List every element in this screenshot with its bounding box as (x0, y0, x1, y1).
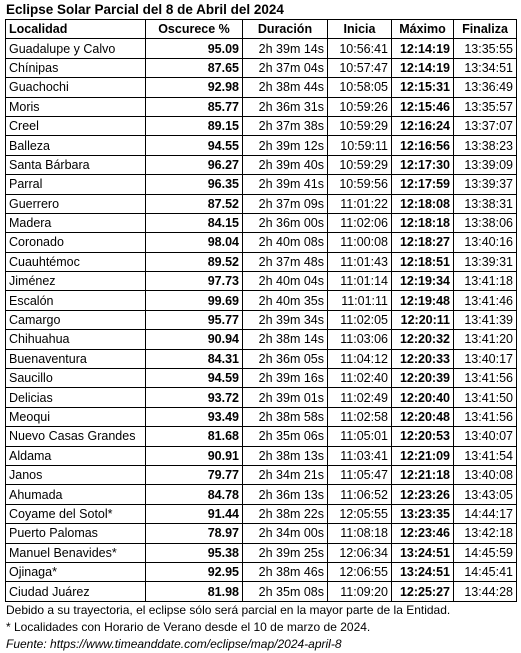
cell-inicia: 11:04:12 (328, 349, 392, 368)
cell-duracion: 2h 38m 46s (243, 562, 328, 581)
cell-maximo: 12:21:09 (392, 446, 454, 465)
cell-maximo: 12:20:32 (392, 330, 454, 349)
cell-oscurece: 99.69 (146, 291, 243, 310)
cell-oscurece: 94.55 (146, 136, 243, 155)
cell-maximo: 12:20:40 (392, 388, 454, 407)
cell-maximo: 12:19:48 (392, 291, 454, 310)
table-row (6, 39, 517, 58)
cell-duracion: 2h 38m 13s (243, 446, 328, 465)
cell-finaliza: 13:39:31 (454, 252, 517, 271)
cell-finaliza: 13:39:37 (454, 175, 517, 194)
table-row (6, 582, 517, 601)
cell-duracion: 2h 38m 14s (243, 330, 328, 349)
table-row (6, 252, 517, 271)
cell-finaliza: 13:38:31 (454, 194, 517, 213)
cell-duracion: 2h 39m 40s (243, 155, 328, 174)
cell-inicia: 10:59:11 (328, 136, 392, 155)
table-row (6, 58, 517, 77)
cell-finaliza: 13:39:09 (454, 155, 517, 174)
header-oscurece: Oscurece % (146, 20, 243, 39)
cell-inicia: 11:05:01 (328, 427, 392, 446)
cell-oscurece: 92.98 (146, 78, 243, 97)
cell-localidad: Guerrero (6, 194, 146, 213)
cell-duracion: 2h 34m 00s (243, 524, 328, 543)
cell-maximo: 12:16:56 (392, 136, 454, 155)
cell-finaliza: 13:41:54 (454, 446, 517, 465)
cell-finaliza: 13:41:39 (454, 310, 517, 329)
cell-duracion: 2h 39m 14s (243, 39, 328, 58)
cell-oscurece: 94.59 (146, 369, 243, 388)
cell-finaliza: 13:40:16 (454, 233, 517, 252)
cell-duracion: 2h 36m 31s (243, 97, 328, 116)
table-row (6, 310, 517, 329)
cell-finaliza: 14:45:41 (454, 562, 517, 581)
table-row (6, 97, 517, 116)
cell-localidad: Buenaventura (6, 349, 146, 368)
eclipse-table (5, 19, 517, 602)
cell-inicia: 10:56:41 (328, 39, 392, 58)
table-row (6, 562, 517, 581)
table-row (6, 465, 517, 484)
cell-localidad: Guadalupe y Calvo (6, 39, 146, 58)
cell-localidad: Coronado (6, 233, 146, 252)
cell-oscurece: 87.52 (146, 194, 243, 213)
cell-duracion: 2h 38m 58s (243, 407, 328, 426)
cell-oscurece: 98.04 (146, 233, 243, 252)
cell-inicia: 11:02:06 (328, 213, 392, 232)
cell-duracion: 2h 39m 16s (243, 369, 328, 388)
cell-finaliza: 13:40:17 (454, 349, 517, 368)
cell-finaliza: 13:36:49 (454, 78, 517, 97)
cell-oscurece: 96.27 (146, 155, 243, 174)
cell-localidad: Madera (6, 213, 146, 232)
cell-localidad: Coyame del Sotol* (6, 504, 146, 523)
cell-maximo: 12:20:48 (392, 407, 454, 426)
cell-finaliza: 13:42:18 (454, 524, 517, 543)
cell-duracion: 2h 37m 04s (243, 58, 328, 77)
cell-duracion: 2h 40m 35s (243, 291, 328, 310)
cell-maximo: 12:20:39 (392, 369, 454, 388)
cell-oscurece: 97.73 (146, 272, 243, 291)
cell-duracion: 2h 36m 05s (243, 349, 328, 368)
cell-duracion: 2h 39m 25s (243, 543, 328, 562)
header-row (6, 20, 517, 39)
cell-maximo: 12:23:46 (392, 524, 454, 543)
cell-localidad: Moris (6, 97, 146, 116)
cell-maximo: 12:15:31 (392, 78, 454, 97)
cell-finaliza: 13:38:23 (454, 136, 517, 155)
cell-oscurece: 84.78 (146, 485, 243, 504)
table-row (6, 116, 517, 135)
cell-oscurece: 92.95 (146, 562, 243, 581)
cell-inicia: 12:06:55 (328, 562, 392, 581)
cell-localidad: Chínipas (6, 58, 146, 77)
cell-inicia: 12:06:34 (328, 543, 392, 562)
cell-inicia: 11:00:08 (328, 233, 392, 252)
cell-localidad: Aldama (6, 446, 146, 465)
cell-finaliza: 13:41:18 (454, 272, 517, 291)
cell-localidad: Manuel Benavides* (6, 543, 146, 562)
cell-maximo: 13:24:51 (392, 562, 454, 581)
table-row (6, 78, 517, 97)
cell-inicia: 10:58:05 (328, 78, 392, 97)
cell-maximo: 12:19:34 (392, 272, 454, 291)
cell-oscurece: 89.15 (146, 116, 243, 135)
cell-finaliza: 14:44:17 (454, 504, 517, 523)
cell-inicia: 10:59:56 (328, 175, 392, 194)
cell-inicia: 11:01:14 (328, 272, 392, 291)
cell-maximo: 12:18:27 (392, 233, 454, 252)
cell-localidad: Ahumada (6, 485, 146, 504)
table-body (6, 39, 517, 601)
cell-duracion: 2h 40m 04s (243, 272, 328, 291)
cell-oscurece: 89.52 (146, 252, 243, 271)
cell-maximo: 12:15:46 (392, 97, 454, 116)
cell-inicia: 11:02:58 (328, 407, 392, 426)
cell-duracion: 2h 37m 09s (243, 194, 328, 213)
cell-maximo: 12:14:19 (392, 58, 454, 77)
cell-localidad: Chihuahua (6, 330, 146, 349)
cell-finaliza: 13:38:06 (454, 213, 517, 232)
cell-oscurece: 93.49 (146, 407, 243, 426)
cell-maximo: 12:18:08 (392, 194, 454, 213)
cell-duracion: 2h 35m 08s (243, 582, 328, 601)
header-inicia: Inicia (328, 20, 392, 39)
cell-maximo: 12:23:26 (392, 485, 454, 504)
cell-oscurece: 93.72 (146, 388, 243, 407)
cell-finaliza: 13:41:56 (454, 407, 517, 426)
cell-inicia: 10:59:29 (328, 155, 392, 174)
cell-finaliza: 13:35:57 (454, 97, 517, 116)
cell-duracion: 2h 38m 44s (243, 78, 328, 97)
table-row (6, 446, 517, 465)
table-row (6, 155, 517, 174)
cell-finaliza: 13:37:07 (454, 116, 517, 135)
table-row (6, 504, 517, 523)
cell-maximo: 12:20:11 (392, 310, 454, 329)
cell-finaliza: 13:41:46 (454, 291, 517, 310)
cell-oscurece: 95.09 (146, 39, 243, 58)
cell-oscurece: 90.94 (146, 330, 243, 349)
cell-oscurece: 81.68 (146, 427, 243, 446)
cell-maximo: 12:17:30 (392, 155, 454, 174)
table-row (6, 175, 517, 194)
cell-finaliza: 13:44:28 (454, 582, 517, 601)
cell-duracion: 2h 37m 48s (243, 252, 328, 271)
header-maximo: Máximo (392, 20, 454, 39)
cell-inicia: 11:02:40 (328, 369, 392, 388)
cell-maximo: 12:16:24 (392, 116, 454, 135)
cell-localidad: Meoqui (6, 407, 146, 426)
cell-maximo: 13:23:35 (392, 504, 454, 523)
cell-inicia: 11:02:49 (328, 388, 392, 407)
cell-localidad: Cuauhtémoc (6, 252, 146, 271)
cell-localidad: Jiménez (6, 272, 146, 291)
cell-oscurece: 81.98 (146, 582, 243, 601)
cell-localidad: Creel (6, 116, 146, 135)
cell-inicia: 11:08:18 (328, 524, 392, 543)
cell-inicia: 11:02:05 (328, 310, 392, 329)
header-duracion: Duración (243, 20, 328, 39)
cell-oscurece: 78.97 (146, 524, 243, 543)
table-header (6, 20, 517, 39)
cell-inicia: 11:01:11 (328, 291, 392, 310)
cell-oscurece: 87.65 (146, 58, 243, 77)
cell-oscurece: 95.77 (146, 310, 243, 329)
cell-oscurece: 96.35 (146, 175, 243, 194)
cell-duracion: 2h 36m 13s (243, 485, 328, 504)
note-daylight-saving: * Localidades con Horario de Verano desde el 10 de marzo de 2024. (6, 619, 371, 634)
cell-duracion: 2h 39m 34s (243, 310, 328, 329)
cell-inicia: 11:05:47 (328, 465, 392, 484)
cell-finaliza: 13:34:51 (454, 58, 517, 77)
cell-maximo: 12:18:18 (392, 213, 454, 232)
cell-duracion: 2h 39m 01s (243, 388, 328, 407)
header-localidad: Localidad (6, 20, 146, 39)
table-row (6, 388, 517, 407)
cell-finaliza: 13:41:50 (454, 388, 517, 407)
cell-duracion: 2h 37m 38s (243, 116, 328, 135)
cell-localidad: Janos (6, 465, 146, 484)
cell-inicia: 10:57:47 (328, 58, 392, 77)
cell-finaliza: 13:40:08 (454, 465, 517, 484)
cell-oscurece: 85.77 (146, 97, 243, 116)
cell-inicia: 11:06:52 (328, 485, 392, 504)
table-row (6, 427, 517, 446)
cell-finaliza: 13:40:07 (454, 427, 517, 446)
table-row (6, 136, 517, 155)
cell-finaliza: 13:35:55 (454, 39, 517, 58)
cell-oscurece: 95.38 (146, 543, 243, 562)
cell-duracion: 2h 39m 12s (243, 136, 328, 155)
table-row (6, 272, 517, 291)
note-trajectory: Debido a su trayectoria, el eclipse sólo será parcial en la mayor parte de la Entidad. (6, 602, 451, 617)
table-row (6, 485, 517, 504)
cell-localidad: Camargo (6, 310, 146, 329)
cell-duracion: 2h 34m 21s (243, 465, 328, 484)
cell-oscurece: 84.31 (146, 349, 243, 368)
table-row (6, 291, 517, 310)
cell-finaliza: 14:45:59 (454, 543, 517, 562)
cell-localidad: Escalón (6, 291, 146, 310)
cell-inicia: 10:59:26 (328, 97, 392, 116)
cell-localidad: Guachochi (6, 78, 146, 97)
cell-localidad: Puerto Palomas (6, 524, 146, 543)
cell-maximo: 12:25:27 (392, 582, 454, 601)
cell-duracion: 2h 36m 00s (243, 213, 328, 232)
source-note: Fuente: https://www.timeanddate.com/eclipse/map/2024-april-8 (6, 636, 342, 651)
table-row (6, 543, 517, 562)
cell-localidad: Parral (6, 175, 146, 194)
cell-oscurece: 79.77 (146, 465, 243, 484)
table-row (6, 349, 517, 368)
cell-localidad: Nuevo Casas Grandes (6, 427, 146, 446)
table-row (6, 524, 517, 543)
table-row (6, 330, 517, 349)
table-title: Eclipse Solar Parcial del 8 de Abril del 2024 (6, 2, 284, 17)
cell-maximo: 13:24:51 (392, 543, 454, 562)
table-row (6, 233, 517, 252)
cell-oscurece: 84.15 (146, 213, 243, 232)
cell-inicia: 12:05:55 (328, 504, 392, 523)
table-row (6, 369, 517, 388)
cell-duracion: 2h 39m 41s (243, 175, 328, 194)
cell-localidad: Balleza (6, 136, 146, 155)
cell-inicia: 11:03:41 (328, 446, 392, 465)
cell-inicia: 11:01:43 (328, 252, 392, 271)
cell-localidad: Ojinaga* (6, 562, 146, 581)
cell-maximo: 12:18:51 (392, 252, 454, 271)
cell-inicia: 11:01:22 (328, 194, 392, 213)
cell-localidad: Ciudad Juárez (6, 582, 146, 601)
table-row (6, 407, 517, 426)
cell-finaliza: 13:41:20 (454, 330, 517, 349)
cell-inicia: 11:09:20 (328, 582, 392, 601)
cell-maximo: 12:20:33 (392, 349, 454, 368)
cell-maximo: 12:14:19 (392, 39, 454, 58)
cell-duracion: 2h 38m 22s (243, 504, 328, 523)
header-finaliza: Finaliza (454, 20, 517, 39)
cell-localidad: Saucillo (6, 369, 146, 388)
cell-oscurece: 91.44 (146, 504, 243, 523)
table-row (6, 194, 517, 213)
cell-maximo: 12:17:59 (392, 175, 454, 194)
cell-finaliza: 13:43:05 (454, 485, 517, 504)
cell-maximo: 12:20:53 (392, 427, 454, 446)
cell-inicia: 10:59:29 (328, 116, 392, 135)
cell-localidad: Delicias (6, 388, 146, 407)
cell-oscurece: 90.91 (146, 446, 243, 465)
cell-finaliza: 13:41:56 (454, 369, 517, 388)
table-row (6, 213, 517, 232)
cell-localidad: Santa Bárbara (6, 155, 146, 174)
cell-inicia: 11:03:06 (328, 330, 392, 349)
cell-maximo: 12:21:18 (392, 465, 454, 484)
cell-duracion: 2h 35m 06s (243, 427, 328, 446)
cell-duracion: 2h 40m 08s (243, 233, 328, 252)
